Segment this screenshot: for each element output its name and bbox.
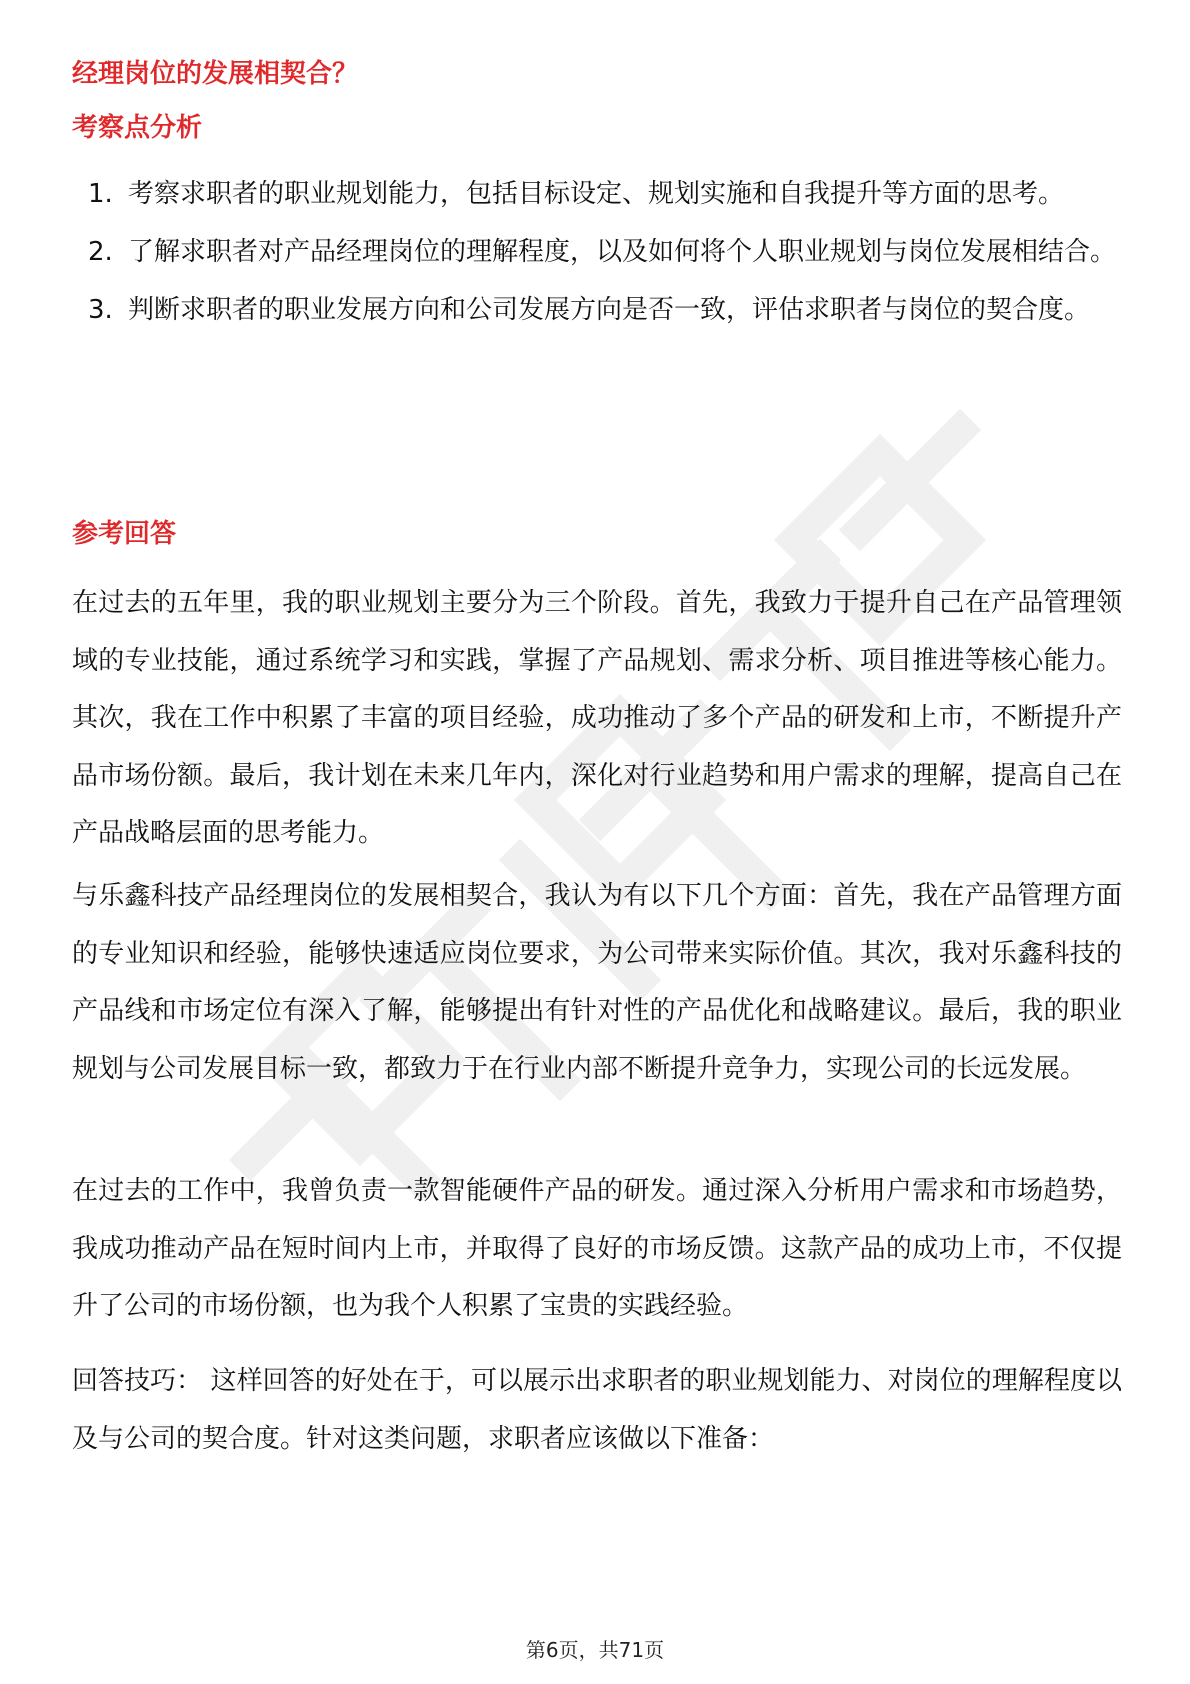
answer-paragraph: 在过去的五年里，我的职业规划主要分为三个阶段。首先，我致力于提升自己在产品管理领域的专业技能，通过系统学习和实践，掌握了产品规划、需求分析、项目推进等核心能力。其次，我在工作中积累了丰富的项目经验，成功推动了多个产品的研发和上市，不断提升产品市场份额。最后，我计划在未来几年内，深化对行业趋势和用户需求的理解，提高自己在产品战略层面的思考能力。 [72,588,1122,848]
question-tail-heading: 经理岗位的发展相契合？ [72,59,359,89]
list-item-text: 考察求职者的职业规划能力，包括目标设定、规划实施和自我提升等方面的思考。 [128,179,1065,209]
analysis-list [72,165,1122,339]
analysis-list-item [72,165,1122,223]
page-number-footer: 第6页，共71页 [525,1638,665,1662]
list-item-text: 了解求职者对产品经理岗位的理解程度，以及如何将个人职业规划与岗位发展相结合。 [128,237,1117,267]
analysis-heading: 考察点分析 [72,113,203,143]
list-item-number: 2. [88,237,113,267]
analysis-list-item [72,281,1122,339]
answer-paragraph: 在过去的工作中，我曾负责一款智能硬件产品的研发。通过深入分析用户需求和市场趋势，我成功推动产品在短时间内上市，并取得了良好的市场反馈。这款产品的成功上市，不仅提升了公司的市场份额，也为我个人积累了宝贵的实践经验。 [72,1176,1122,1321]
list-item-number: 3. [88,295,113,325]
answer-tips-paragraph: 回答技巧： 这样回答的好处在于，可以展示出求职者的职业规划能力、对岗位的理解程度以及与公司的契合度。针对这类问题，求职者应该做以下准备： [72,1366,1122,1454]
list-item-text: 判断求职者的职业发展方向和公司发展方向是否一致，评估求职者与岗位的契合度。 [128,295,1091,325]
list-item-number: 1. [88,179,113,209]
analysis-list-item [72,223,1122,281]
answer-heading: 参考回答 [72,519,177,549]
answer-paragraph: 与乐鑫科技产品经理岗位的发展相契合，我认为有以下几个方面：首先，我在产品管理方面的专业知识和经验，能够快速适应岗位要求，为公司带来实际价值。其次，我对乐鑫科技的产品线和市场定位有深入了解，能够提出有针对性的产品优化和战略建议。最后，我的职业规划与公司发展目标一致，都致力于在行业内部不断提升竞争力，实现公司的长远发展。 [72,881,1122,1084]
